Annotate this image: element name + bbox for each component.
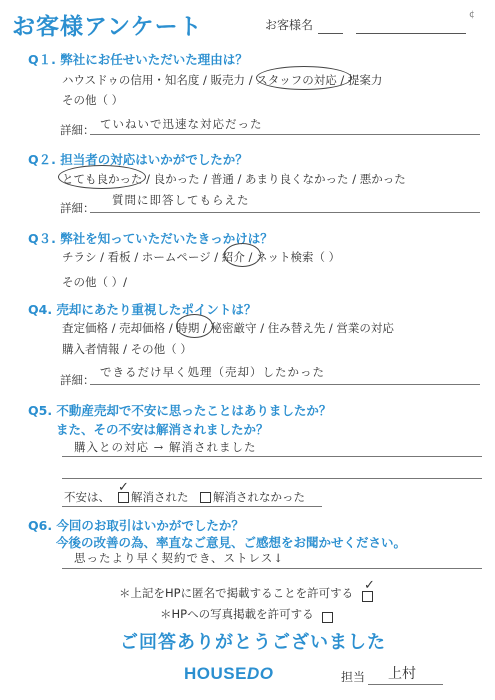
q4-options-line2: 購入者情報 / その他（ ） [62, 342, 192, 356]
q6-answer: 思ったより早く契約でき、ストレス↓ [74, 551, 284, 565]
q2-detail-label: 詳細： [60, 201, 95, 215]
q5-answer: 購入との対応 → 解消されました [74, 440, 257, 454]
q2-selected-circle [58, 165, 146, 189]
q1-selected-circle [256, 66, 352, 90]
q5-answer-line-2 [62, 478, 482, 479]
permission-anonymous-checkmark: ✓ [364, 578, 375, 593]
customer-name-label: お客様名 [265, 18, 314, 32]
q4-options-line1: 査定価格 / 売却価格 / 時期 / 秘密厳守 / 住み替え先 / 営業の対応 [62, 321, 394, 335]
q1-detail-label: 詳細： [60, 123, 95, 137]
q5-question-line1: Q5. 不動産売却で不安に思ったことはありましたか？ [28, 403, 332, 418]
survey-title: お客様アンケート [12, 14, 203, 40]
q6-question-line2: 今後の改善の為、率直なご意見、ご感想をお聞かせください。 [56, 535, 407, 550]
corner-mark: ¢ [469, 10, 475, 20]
q2-detail-answer: 質問に即答してもらえた [112, 193, 250, 207]
permission-photo-label: ＊HPへの写真掲載を許可する [160, 607, 314, 621]
q4-selected-circle [176, 314, 213, 338]
q2-detail-line [90, 212, 480, 213]
q1-detail-answer: ていねいで迅速な対応だった [100, 117, 263, 131]
q5-resolved-label: 解消された [131, 490, 189, 504]
q5-answer-line [62, 456, 482, 457]
customer-name-line-2 [356, 33, 466, 34]
q5-anxiety-label: 不安は、 [64, 490, 110, 504]
q4-detail-label: 詳細： [60, 373, 95, 387]
q4-question: Q4. 売却にあたり重視したポイントは？ [28, 302, 257, 317]
q5-question-line2: また、その不安は解消されましたか？ [56, 422, 269, 437]
staff-label: 担当 [341, 670, 366, 684]
q5-unresolved-label: 解消されなかった [213, 490, 305, 504]
q5-resolved-checkmark: ✓ [118, 480, 129, 495]
permission-photo-checkbox[interactable] [322, 607, 335, 626]
staff-line [368, 684, 443, 685]
housedo-logo: HOUSEDO [184, 664, 274, 683]
q5-unresolved-option[interactable] [200, 489, 305, 505]
q4-detail-line [90, 384, 480, 385]
q1-detail-line [90, 134, 480, 135]
q1-options-line2: その他（ ） [62, 93, 124, 107]
permission-anonymous-label: ＊上記をHPに匿名で掲載することを許可する [119, 586, 354, 600]
staff-name: 上村 [388, 666, 416, 682]
thanks-message: ご回答ありがとうございました [120, 632, 386, 653]
q2-question: Q２. 担当者の対応はいかがでしたか？ [28, 152, 248, 167]
q2-options: とても良かった / 良かった / 普通 / あまり良くなかった / 悪かった [62, 172, 406, 186]
q4-detail-answer: できるだけ早く処理（売却）したかった [100, 365, 325, 379]
q3-options-line2: その他（ ）/ [62, 275, 128, 289]
q1-options-line1: ハウスドゥの信用・知名度 / 販売力 / スタッフの対応 / 提案力 [62, 73, 383, 87]
customer-name-line [318, 33, 343, 34]
q1-question: Q１. 弊社にお任せいただいた理由は？ [28, 52, 248, 67]
q6-answer-line [62, 568, 482, 569]
q5-bottom-line [62, 506, 322, 507]
q5-unresolved-checkbox[interactable] [200, 492, 211, 503]
q6-question-line1: Q6. 今回のお取引はいかがでしたか？ [28, 518, 244, 533]
q3-question: Q３. 弊社を知っていただいたきっかけは？ [28, 231, 273, 246]
q3-selected-circle [224, 243, 261, 267]
q3-options-line1: チラシ / 看板 / ホームページ / 紹介 / ネット検索（ ） [62, 250, 341, 264]
